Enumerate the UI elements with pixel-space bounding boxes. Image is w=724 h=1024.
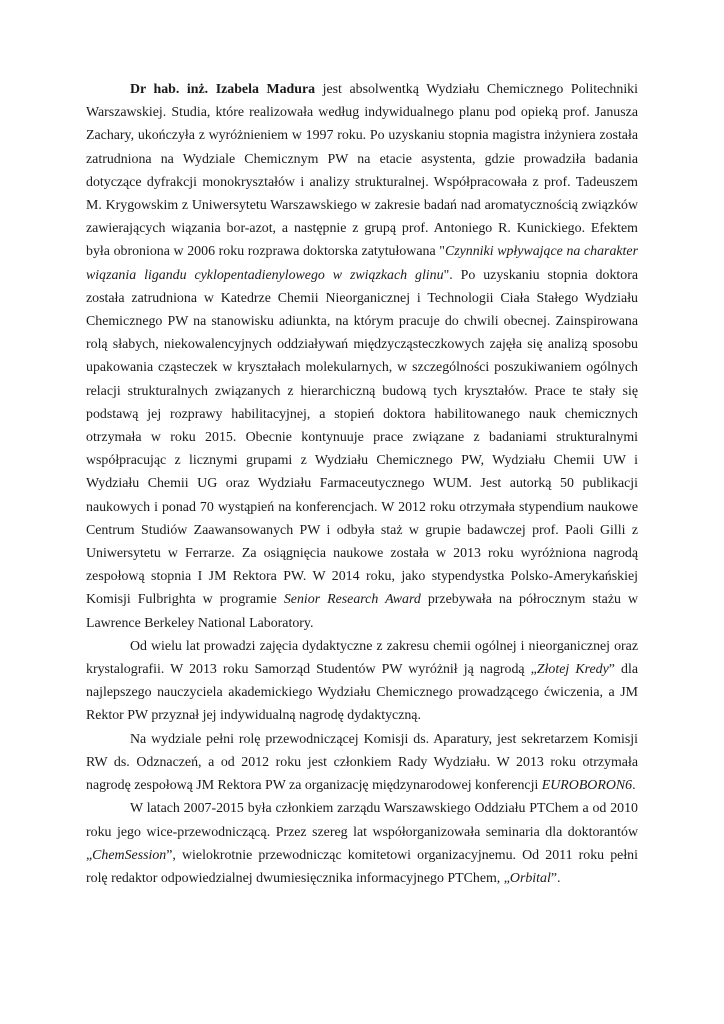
- italic-text: Orbital: [509, 870, 551, 886]
- text-run: ”.: [550, 870, 561, 886]
- italic-text: ChemSession: [92, 847, 167, 863]
- text-run: .: [632, 778, 636, 794]
- italic-text: EUROBORON6: [541, 778, 633, 794]
- italic-text: Senior Research Award: [283, 592, 421, 608]
- italic-text: Złotej Kredy: [536, 662, 609, 678]
- bio-paragraph-3: [86, 728, 638, 798]
- bio-paragraph-1: [86, 78, 638, 635]
- text-run: ". Po uzyskaniu stopnia doktora została zatrudniona w Katedrze Chemii Nieorganicznej i Technologii Ciała Stałego Wydziału Chemicznego PW na stanowisku adiunkta, na którym pracuje do chwili obecnej. Zainspirowana rolą słabych, niekowalencyjnych oddziaływań międzycząsteczkowych zajęła się analizą sposobu upakowania cząsteczek w kryształach molekularnych, w szczególności poszukiwaniem ogólnych relacji strukturalnych związanych z hierarchiczną budową tych kryształów. Prace te stały się podstawą jej rozprawy habilitacyjnej, a stopień doktora habilitowanego nauk chemicznych otrzymała w roku 2015. Obecnie kontynuuje prace związane z badaniami strukturalnymi współpracując z licznymi grupami z Wydziału Chemicznego PW, Wydziału Chemii UW i Wydziału Chemii UG oraz Wydziału Farmaceutycznego WUM. Jest autorką 50 publikacji naukowych i ponad 70 wystąpień na konferencjach. W 2012 roku otrzymała stypendium naukowe Centrum Studiów Zaawansowanych PW i odbyła staż w grupie badawczej prof. Paoli Gilli z Uniwersytetu w Ferrarze. Za osiągnięcia naukowe została w 2013 roku wyróżniona nagrodą zespołową stopnia I JM Rektora PW. W 2014 roku, jako stypendystka Polsko-Amerykańskiej Komisji Fulbrighta w programie: [86, 267, 638, 608]
- author-name: Dr hab. inż. Izabela Madura: [130, 82, 316, 97]
- bio-paragraph-4: [86, 797, 638, 890]
- text-run: Na wydziale pełni rolę przewodniczącej Komisji ds. Aparatury, jest sekretarzem Komisji RW ds. Odznaczeń, a od 2012 roku jest członkiem Rady Wydziału. W 2013 roku otrzymała nagrodę zespołową JM Rektora PW za organizację międzynarodowej konferencji: [86, 731, 638, 794]
- text-run: W latach 2007-2015 była członkiem zarządu Warszawskiego Oddziału PTChem a od 2010 roku jego wice-przewodniczącą. Przez szereg lat współorganizowała seminaria dla doktorantów „: [86, 801, 638, 863]
- text-run: ” dla najlepszego nauczyciela akademickiego Wydziału Chemicznego prowadzącego ćwiczenia, a JM Rektor PW przyznał jej indywidualną nagrodę dydaktyczną.: [86, 662, 638, 724]
- text-run: ”, wielokrotnie przewodnicząc komitetowi organizacyjnemu. Od 2011 roku pełni rolę redaktor odpowiedzialnej dwumiesięcznika informacyjnego PTChem, „: [86, 847, 638, 886]
- bio-paragraph-2: [86, 635, 638, 728]
- text-run: jest absolwentką Wydziału Chemicznego Politechniki Warszawskiej. Studia, które realizowała według indywidualnego planu pod opieką prof. Janusza Zachary, ukończyła z wyróżnieniem w 1997 roku. Po uzyskaniu stopnia magistra inżyniera została zatrudniona na Wydziale Chemicznym PW na etacie asystenta, gdzie prowadziła badania dotyczące dyfrakcji monokryształów i analizy strukturalnej. Współpracowała z prof. Tadeuszem M. Krygowskim z Uniwersytetu Warszawskiego w zakresie badań nad aromatycznością związków zawierających wiązania bor-azot, a następnie z grupą prof. Antoniego R. Kunickiego. Efektem była obroniona w 2006 roku rozprawa doktorska zatytułowana ": [86, 82, 638, 260]
- italic-text: Czynniki wpływające na charakter wiązania ligandu cyklopentadienylowego w związkach glinu: [86, 244, 638, 283]
- text-run: przebywała na półrocznym stażu w Lawrence Berkeley National Laboratory.: [86, 592, 638, 631]
- text-run: Od wielu lat prowadzi zajęcia dydaktyczne z zakresu chemii ogólnej i nieorganicznej oraz krystalografii. W 2013 roku Samorząd Studentów PW wyróżnił ją nagrodą „: [86, 638, 638, 678]
